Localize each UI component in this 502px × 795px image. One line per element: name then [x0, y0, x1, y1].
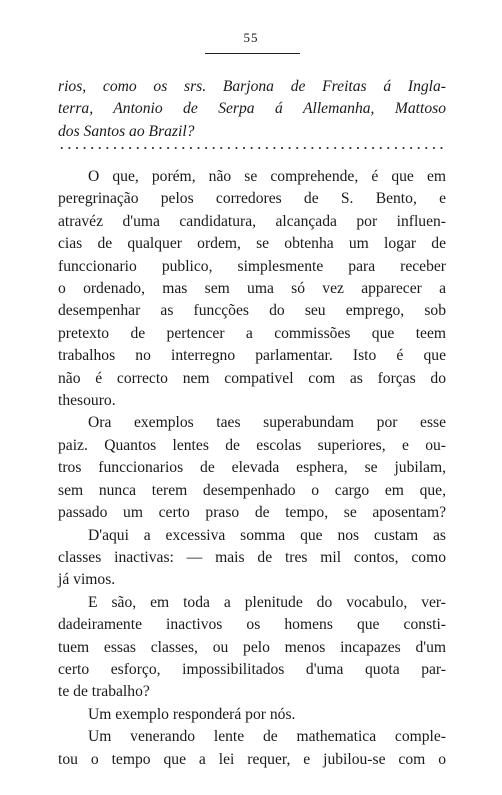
dotted-separator	[58, 146, 446, 150]
text-line: trabalhos no interregno parlamentar. Isto é que	[58, 347, 446, 365]
text-line: Um exemplo responderá por nós.	[88, 705, 296, 723]
text-line: dadeiramente inactivos os homens que consti-	[58, 616, 446, 634]
text-line: peregrinação pelos corredores de S. Bento, e	[58, 190, 446, 208]
text-line: rios, como os srs. Barjona de Freitas á Ingla-	[58, 78, 446, 95]
text-line: Um venerando lente de mathematica comple-	[88, 728, 446, 746]
text-line: desempenhar as funcções do seu emprego, sob	[58, 302, 446, 320]
text-line: não é correcto nem compativel com as forças do	[58, 369, 446, 387]
text-line: o ordenado, mas sem uma só vez apparecer a	[58, 280, 446, 298]
text-line: tros funccionarios de elevada esphera, se jubilam,	[58, 459, 446, 477]
text-line: classes inactivas: — mais de tres mil contos, como	[58, 548, 446, 566]
quote-continuation	[58, 76, 446, 143]
text-line: cias de qualquer ordem, se obtenha um logar de	[58, 235, 446, 253]
text-line: atravéz d'uma candidatura, alcançada por influen-	[58, 212, 446, 230]
text-line: te de trabalho?	[58, 683, 150, 701]
text-line: passado um certo praso de tempo, se aposentam?	[58, 504, 446, 522]
text-line: já vimos.	[58, 571, 116, 589]
text-line: paiz. Quantos lentes de escolas superiores, e ou-	[58, 436, 446, 454]
paragraph	[58, 525, 446, 592]
text-line: dos Santos ao Brazil?	[58, 122, 195, 140]
paragraph	[58, 412, 446, 524]
paragraph	[58, 592, 446, 704]
text-line: thesouro.	[58, 392, 116, 410]
page-number: 55	[243, 30, 259, 45]
paragraph	[58, 704, 446, 726]
text-line: tou o tempo que a lei requer, e jubilou-se com o	[58, 750, 446, 768]
text-line: Ora exemplos taes superabundam por esse	[88, 414, 446, 432]
paragraph	[58, 726, 446, 771]
text-line: funccionario publico, simplesmente para receber	[58, 257, 446, 275]
text-line: pretexto de pertencer a commissões que teem	[58, 324, 446, 342]
text-line: certo esforço, impossibilitados d'uma quota par-	[58, 660, 446, 678]
text-line: E são, em toda a plenitude do vocabulo, ver-	[88, 593, 446, 611]
text-line: sem nunca terem desempenhado o cargo em que,	[58, 481, 446, 499]
text-line: D'aqui a excessiva somma que nos custam as	[88, 526, 446, 544]
text-line: O que, porém, não se comprehende, é que em	[88, 168, 446, 185]
header-rule	[205, 53, 300, 54]
body-text	[58, 166, 446, 771]
text-line: terra, Antonio de Serpa á Allemanha, Mattoso	[58, 100, 446, 118]
text-line: tuem essas classes, ou pelo menos incapazes d'um	[58, 638, 446, 656]
paragraph	[58, 166, 446, 412]
